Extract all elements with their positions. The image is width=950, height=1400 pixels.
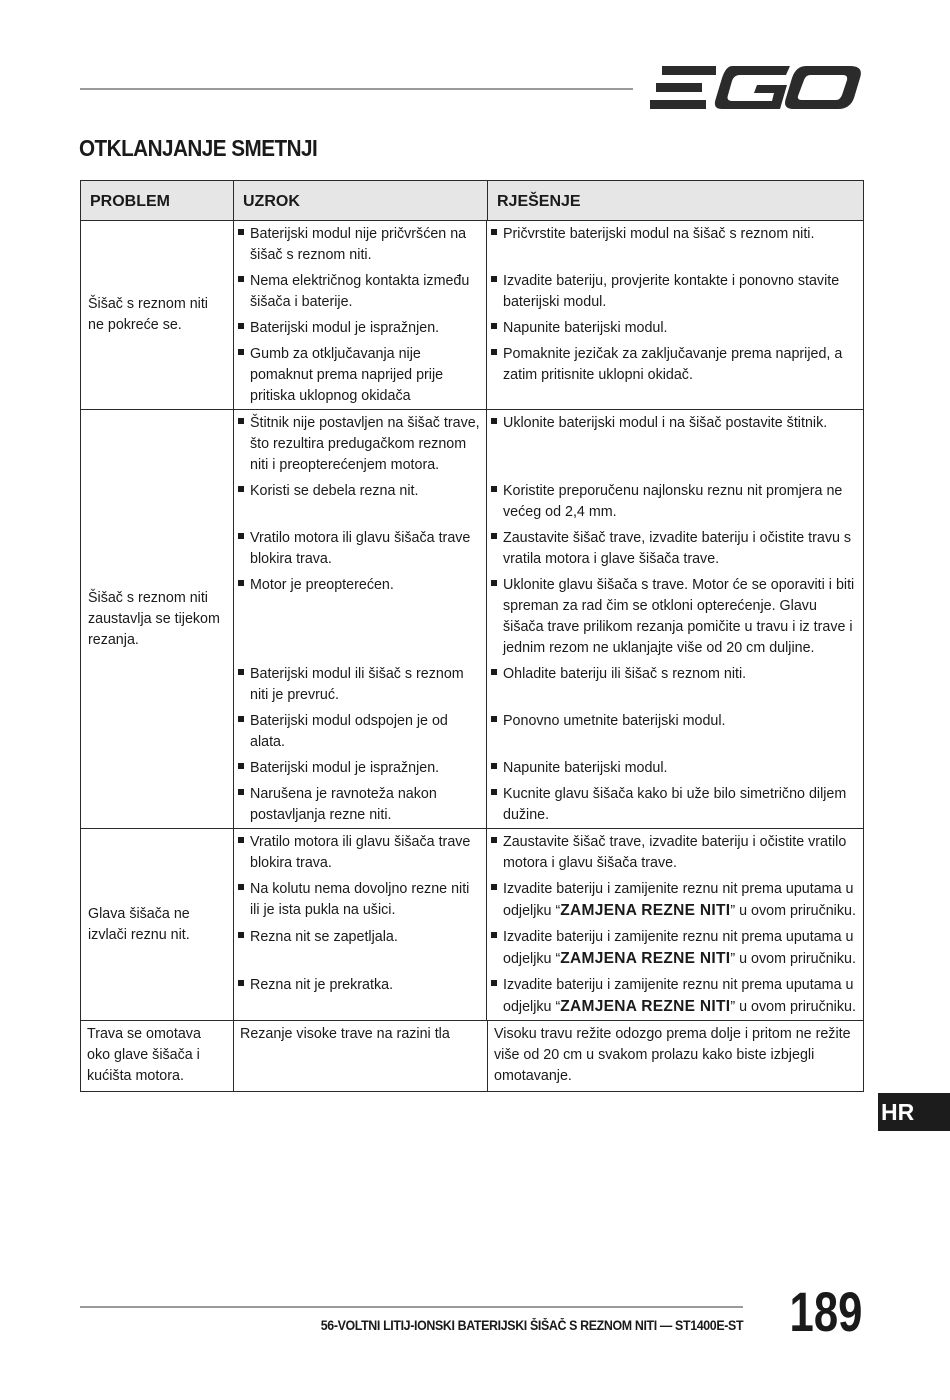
solution-item: Pričvrstite baterijski modul na šišač s reznom niti. (487, 221, 863, 268)
column-header-solution: RJEŠENJE (488, 181, 864, 221)
cause-item: Na kolutu nema dovoljno rezne niti ili je ista pukla na ušici. (234, 876, 487, 924)
section-reference: ZAMJENA REZNE NITI (560, 998, 731, 1015)
cause-solution-cell (234, 221, 864, 410)
cause-item: Baterijski modul je ispražnjen. (234, 315, 487, 341)
ego-logo (650, 60, 862, 116)
language-tab: HR (878, 1093, 950, 1131)
problem-cell: Trava se omotava oko glave šišača i kućišta motora. (81, 1021, 234, 1092)
cause-item: Nema električnog kontakta između šišača i baterije. (234, 268, 487, 315)
solution-item: Pomaknite jezičak za zaključavanje prema naprijed, a zatim pritisnite uklopni okidač. (487, 341, 863, 409)
troubleshooting-table (80, 180, 864, 1092)
solution-item: Zaustavite šišač trave, izvadite bateriju i očistite travu s vratila motora i glave šišača trave. (487, 525, 863, 572)
cause-item: Štitnik nije postavljen na šišač trave, što rezultira predugačkom reznom niti i preopterećenjem motora. (234, 410, 487, 478)
table-header-row (81, 181, 864, 221)
table-row (81, 410, 864, 829)
cause-item: Baterijski modul nije pričvršćen na šišač s reznom niti. (234, 221, 487, 268)
column-header-problem: PROBLEM (81, 181, 234, 221)
solution-item: Napunite baterijski modul. (487, 755, 863, 781)
problem-cell: Šišač s reznom niti ne pokreće se. (81, 221, 234, 410)
table-row (81, 1021, 864, 1092)
page-title: OTKLANJANJE SMETNJI (79, 135, 318, 161)
solution-item (487, 972, 863, 1020)
solution-text: ” u ovom priručniku. (730, 903, 856, 919)
solution-text: ” u ovom priručniku. (730, 951, 856, 967)
cause-item: Baterijski modul ili šišač s reznom niti je prevruć. (234, 661, 487, 708)
solution-text: Izvadite bateriju i zamijenite reznu nit prema uputama u odjeljku “ (503, 929, 854, 967)
cause-item: Vratilo motora ili glavu šišača trave blokira trava. (234, 525, 487, 572)
solution-item: Uklonite glavu šišača s trave. Motor će se oporaviti i biti spreman za rad čim se otkloni opterećenje. Glavu šišača trave prilikom rezanja pomičite u travu i iz trave i jednim rezom ne uklanjajte više od 20 cm duljine. (487, 572, 863, 661)
solution-text: Izvadite bateriju i zamijenite reznu nit prema uputama u odjeljku “ (503, 977, 854, 1015)
solution-item (487, 924, 863, 972)
cause-item: Koristi se debela rezna nit. (234, 478, 487, 525)
solution-item: Uklonite baterijski modul i na šišač postavite štitnik. (487, 410, 863, 478)
table-row (81, 829, 864, 1021)
cause-item: Baterijski modul je ispražnjen. (234, 755, 487, 781)
cause-item: Baterijski modul odspojen je od alata. (234, 708, 487, 755)
solution-text: Izvadite bateriju i zamijenite reznu nit prema uputama u odjeljku “ (503, 881, 854, 919)
solution-item: Izvadite bateriju, provjerite kontakte i ponovno stavite baterijski modul. (487, 268, 863, 315)
solution-cell: Visoku travu režite odozgo prema dolje i pritom ne režite više od 20 cm u svakom prolazu kako biste izbjegli omotavanje. (488, 1021, 864, 1092)
page-number: 189 (789, 1280, 862, 1343)
cause-item: Rezna nit je prekratka. (234, 972, 487, 1020)
cause-solution-cell (234, 410, 864, 829)
column-header-cause: UZROK (234, 181, 488, 221)
solution-text: ” u ovom priručniku. (730, 999, 856, 1015)
table-row (81, 221, 864, 410)
cause-item: Rezna nit se zapetljala. (234, 924, 487, 972)
section-reference: ZAMJENA REZNE NITI (560, 950, 731, 967)
footer-rule (80, 1306, 743, 1308)
solution-item: Zaustavite šišač trave, izvadite bateriju i očistite vratilo motora i glavu šišača trave. (487, 829, 863, 876)
section-reference: ZAMJENA REZNE NITI (560, 902, 731, 919)
solution-item: Ponovno umetnite baterijski modul. (487, 708, 863, 755)
solution-item (487, 876, 863, 924)
solution-item: Ohladite bateriju ili šišač s reznom niti. (487, 661, 863, 708)
cause-item: Motor je preopterećen. (234, 572, 487, 661)
problem-cell: Glava šišača ne izvlači reznu nit. (81, 829, 234, 1021)
cause-cell: Rezanje visoke trave na razini tla (234, 1021, 488, 1092)
footer-product-name: 56-VOLTNI LITIJ-IONSKI BATERIJSKI ŠIŠAČ S REZNOM NITI — ST1400E-ST (320, 1318, 743, 1333)
solution-item: Napunite baterijski modul. (487, 315, 863, 341)
cause-item: Narušena je ravnoteža nakon postavljanja rezne niti. (234, 781, 487, 828)
problem-cell: Šišač s reznom niti zaustavlja se tijekom rezanja. (81, 410, 234, 829)
solution-item: Kucnite glavu šišača kako bi uže bilo simetrično diljem dužine. (487, 781, 863, 828)
solution-item: Koristite preporučenu najlonsku reznu nit promjera ne većeg od 2,4 mm. (487, 478, 863, 525)
cause-item: Gumb za otključavanja nije pomaknut prema naprijed prije pritiska uklopnog okidača (234, 341, 487, 409)
cause-solution-cell (234, 829, 864, 1021)
header-rule (80, 88, 633, 90)
cause-item: Vratilo motora ili glavu šišača trave blokira trava. (234, 829, 487, 876)
